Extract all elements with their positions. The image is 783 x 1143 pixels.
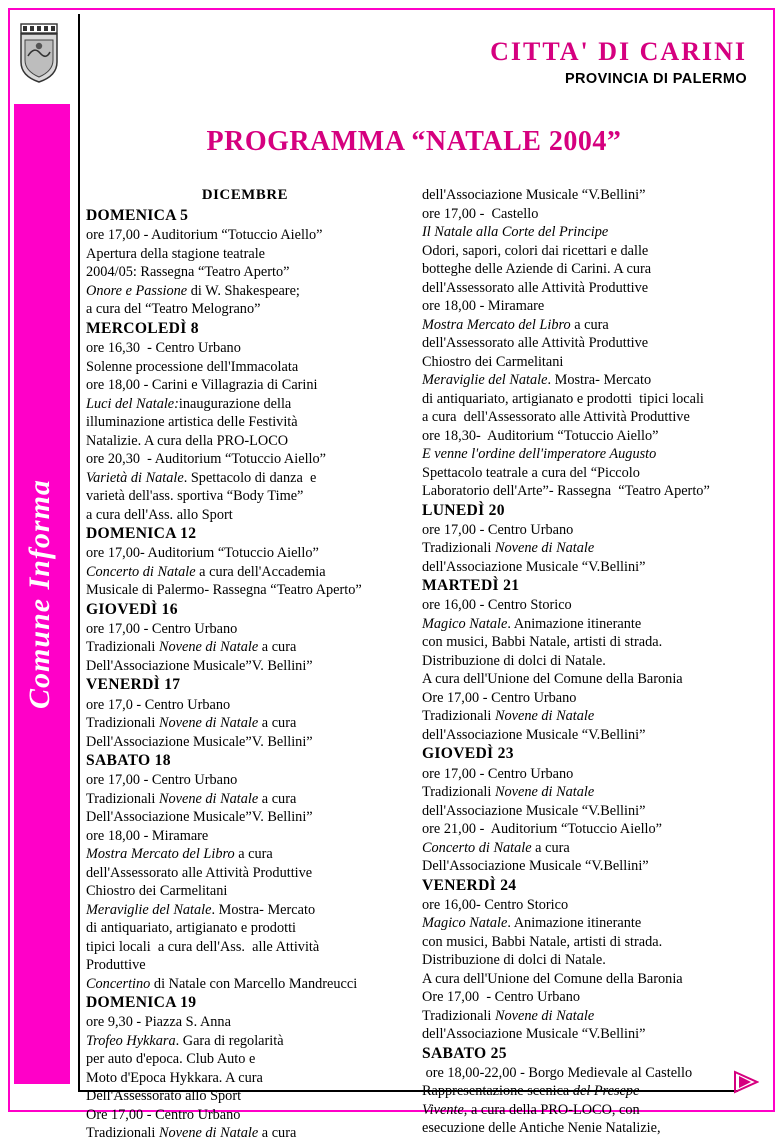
event-line: ore 16,30 - Centro Urbano	[86, 340, 241, 357]
event-line: a cura dell'Assessorato alle Attività Produttive	[422, 409, 690, 425]
event-line-italic: Novene di Natale	[158, 715, 259, 732]
event-line-text: a cura	[258, 639, 297, 656]
event-block	[86, 675, 404, 751]
event-block	[86, 524, 404, 600]
event-line: ore 18,00 - Miramare	[422, 298, 545, 314]
event-line	[422, 1101, 740, 1120]
program-body	[86, 186, 740, 1143]
event-line-italic: Magico Natale	[422, 615, 508, 632]
event-line: ore 17,00 - Auditorium “Totuccio Aiello”	[86, 227, 323, 244]
event-line: con musici, Babbi Natale, artisti di strada.	[422, 634, 663, 651]
event-line	[86, 901, 404, 920]
event-line-text: Tradizionali	[422, 1007, 495, 1024]
event-line: A cura dell'Unione del Comune della Baronia	[422, 671, 683, 688]
event-block	[86, 993, 404, 1143]
right-events	[422, 186, 740, 1138]
event-line: di antiquariato, artigianato e prodotti	[86, 920, 297, 937]
event-line: Chiostro dei Carmelitani	[422, 353, 564, 370]
event-line: Natalizie. A cura della PRO-LOCO	[86, 432, 289, 449]
event-line-italic: Varietà di Natale	[86, 469, 184, 486]
right-column	[422, 186, 740, 1143]
event-line-italic: Meraviglie del Natale	[422, 372, 548, 388]
event-line-text: a cura	[258, 1125, 297, 1142]
event-line	[422, 316, 740, 335]
event-line: ore 18,30- Auditorium “Totuccio Aiello”	[422, 427, 659, 444]
event-line-italic: Trofeo Hykkara	[86, 1032, 176, 1049]
event-line-text: . Gara di regolarità	[175, 1032, 284, 1049]
event-line: tipici locali a cura dell'Ass. alle Attività	[86, 938, 320, 955]
event-line: ore 18,00 - Miramare	[86, 827, 209, 844]
event-line-italic: Concertino	[86, 975, 151, 992]
event-line-italic: Novene di Natale	[494, 784, 595, 801]
event-line	[422, 223, 740, 242]
province-subtitle: PROVINCIA DI PALERMO	[564, 70, 747, 87]
event-line	[86, 638, 404, 657]
event-line-italic: Mostra Mercato del Libro	[86, 846, 235, 863]
event-line: Chiostro dei Carmelitani	[86, 883, 228, 900]
event-day-heading: GIOVEDÌ 23	[422, 745, 514, 763]
event-line-text: . Mostra- Mercato	[547, 372, 652, 388]
event-line: Distribuzione di dolci di Natale.	[422, 652, 606, 669]
event-line-text: Tradizionali	[86, 639, 159, 656]
event-line: dell'Associazione Musicale “V.Bellini”	[422, 1026, 646, 1043]
event-day-heading: MERCOLEDÌ 8	[86, 319, 199, 337]
event-line	[422, 371, 740, 390]
event-line: illuminazione artistica delle Festività	[86, 414, 298, 431]
left-events	[86, 206, 404, 1143]
event-line: per auto d'epoca. Club Auto e	[86, 1051, 256, 1068]
event-line	[86, 790, 404, 809]
event-block	[422, 576, 740, 744]
event-line: ore 18,00-22,00 - Borgo Medievale al Castello	[422, 1064, 693, 1081]
event-line-italic: del Presepe	[572, 1083, 640, 1100]
event-line: dell'Assessorato alle Attività Produttive	[422, 279, 649, 296]
event-line-italic: Novene di Natale	[158, 790, 259, 807]
event-line	[422, 707, 740, 726]
event-line-text: Tradizionali	[422, 708, 495, 725]
event-line-text: Tradizionali	[422, 540, 495, 557]
event-line: dell'Associazione Musicale “V.Bellini”	[422, 187, 646, 203]
event-line: a cura dell'Ass. allo Sport	[86, 506, 233, 523]
event-line: ore 16,00 - Centro Storico	[422, 597, 572, 614]
event-line	[86, 845, 404, 864]
event-line: Ore 17,00 - Centro Urbano	[422, 989, 581, 1006]
event-line: Distribuzione di dolci di Natale.	[422, 952, 606, 969]
event-line: ore 17,00 - Centro Urbano	[86, 620, 238, 637]
event-line: a cura del “Teatro Melograno”	[86, 301, 261, 318]
event-block	[422, 876, 740, 1044]
event-day-heading: SABATO 18	[86, 752, 171, 770]
event-line	[86, 282, 404, 301]
event-line-text: a cura	[531, 839, 570, 856]
event-block	[86, 319, 404, 524]
event-line-text: Tradizionali	[86, 1125, 159, 1142]
event-line	[422, 1007, 740, 1026]
event-line	[86, 563, 404, 582]
event-line-text: di Natale con Marcello Mandreucci	[150, 975, 358, 992]
event-line: Solenne processione dell'Immacolata	[86, 358, 299, 375]
event-line: Dell'Associazione Musicale”V. Bellini”	[86, 733, 313, 750]
event-line: ore 21,00 - Auditorium “Totuccio Aiello”	[422, 821, 663, 838]
event-line-italic: Novene di Natale	[494, 540, 595, 557]
event-line: Produttive	[86, 957, 146, 974]
event-line-text: a cura	[258, 790, 297, 807]
event-line-italic: Onore e Passione	[86, 282, 188, 299]
event-line-italic: Magico Natale	[422, 915, 508, 932]
event-block	[422, 1044, 740, 1138]
event-line	[86, 469, 404, 488]
event-line: Moto d'Epoca Hykkara. A cura	[86, 1069, 263, 1086]
event-line-italic: Luci del Natale:	[86, 395, 179, 412]
event-line: ore 17,0 - Centro Urbano	[86, 696, 231, 713]
event-day-heading: DOMENICA 19	[86, 994, 197, 1012]
event-line-text: Tradizionali	[422, 784, 495, 801]
event-line	[422, 914, 740, 933]
event-day-heading: LUNEDÌ 20	[422, 501, 505, 519]
event-day-heading: VENERDÌ 24	[422, 876, 517, 894]
event-day-heading: DOMENICA 5	[86, 207, 189, 225]
event-line-italic: Vivente,	[422, 1101, 468, 1118]
city-title: CITTA' DI CARINI	[490, 37, 747, 66]
event-line	[422, 445, 740, 464]
event-day-heading: VENERDÌ 17	[86, 676, 181, 694]
event-line: ore 17,00 - Centro Urbano	[86, 772, 238, 789]
event-line: 2004/05: Rassegna “Teatro Aperto”	[86, 264, 290, 281]
event-line-text: a cura della PRO-LOCO, con	[467, 1101, 640, 1118]
event-block	[86, 600, 404, 676]
event-line-text: . Spettacolo di danza e	[183, 469, 317, 486]
event-line: ore 17,00 - Castello	[422, 205, 539, 222]
event-line: esecuzione delle Antiche Nenie Natalizie,	[422, 1120, 661, 1137]
event-line-italic: Concerto di Natale	[422, 839, 532, 856]
event-line: ore 16,00- Centro Storico	[422, 896, 569, 913]
left-column	[86, 186, 404, 1143]
event-line	[422, 615, 740, 634]
event-line-text: Tradizionali	[86, 790, 159, 807]
event-line-text: Rappresentazione scenica	[422, 1083, 573, 1100]
event-line: ore 17,00 - Centro Urbano	[422, 521, 574, 538]
event-line-italic: Novene di Natale	[158, 639, 259, 656]
event-line-italic: Meraviglie del Natale	[86, 901, 212, 918]
event-day-heading: GIOVEDÌ 16	[86, 600, 178, 618]
event-line	[86, 1032, 404, 1051]
event-line: Dell'Associazione Musicale”V. Bellini”	[86, 809, 313, 826]
event-line-text: Tradizionali	[86, 715, 159, 732]
event-line-text: . Mostra- Mercato	[211, 901, 316, 918]
event-day-heading: SABATO 25	[422, 1044, 507, 1062]
event-line-text: . Animazione itinerante	[507, 915, 642, 932]
event-block	[86, 751, 404, 993]
event-line: Spettacolo teatrale a cura del “Piccolo	[422, 464, 640, 481]
event-line: A cura dell'Unione del Comune della Baronia	[422, 970, 683, 987]
event-line	[86, 1124, 404, 1143]
event-line: Laboratorio dell'Arte”- Rassegna “Teatro Aperto”	[422, 483, 710, 499]
event-line: Dell'Associazione Musicale “V.Bellini”	[422, 858, 649, 875]
event-line: dell'Assessorato alle Attività Produttive	[422, 335, 649, 351]
event-line-italic: Il Natale alla Corte del Principe	[422, 224, 609, 240]
event-line	[86, 714, 404, 733]
event-line-italic: Novene di Natale	[158, 1125, 259, 1142]
side-band-label: Comune Informa	[23, 479, 56, 709]
event-line: dell'Associazione Musicale “V.Bellini”	[422, 726, 646, 743]
event-line: dell'Assessorato alle Attività Produttive	[86, 864, 313, 881]
event-block	[422, 501, 740, 577]
event-block	[422, 186, 740, 501]
event-line	[86, 395, 404, 414]
event-line: ore 17,00 - Centro Urbano	[422, 765, 574, 782]
event-line: varietà dell'ass. sportiva “Body Time”	[86, 488, 304, 505]
event-line: Dell'Associazione Musicale”V. Bellini”	[86, 657, 313, 674]
event-line: dell'Associazione Musicale “V.Bellini”	[422, 558, 646, 575]
event-line-italic: Concerto di Natale	[86, 563, 196, 580]
month-heading: DICEMBRE	[201, 187, 289, 203]
event-line-italic: Novene di Natale	[494, 1007, 595, 1024]
event-line: ore 9,30 - Piazza S. Anna	[86, 1014, 231, 1031]
vertical-divider	[78, 14, 80, 1092]
document-header	[490, 38, 747, 87]
event-line: Ore 17,00 - Centro Urbano	[86, 1106, 241, 1123]
event-line-text: di W. Shakespeare;	[187, 282, 300, 299]
event-line: Ore 17,00 - Centro Urbano	[422, 689, 577, 706]
event-line-text: a cura dell'Accademia	[195, 563, 326, 580]
event-line-italic: Novene di Natale	[494, 708, 595, 725]
event-line: con musici, Babbi Natale, artisti di strada.	[422, 933, 663, 950]
side-band	[14, 104, 70, 1084]
triangle-marker-icon	[733, 1070, 759, 1094]
event-line: ore 18,00 - Carini e Villagrazia di Carini	[86, 377, 318, 394]
event-line-text: a cura	[234, 846, 273, 863]
event-line	[422, 1082, 740, 1101]
event-block	[422, 744, 740, 875]
event-line-text: a cura	[258, 715, 297, 732]
event-line-italic: E venne l'ordine dell'imperatore Augusto	[422, 446, 657, 462]
event-line: Musicale di Palermo- Rassegna “Teatro Aperto”	[86, 582, 362, 599]
event-line	[86, 975, 404, 994]
event-line: Apertura della stagione teatrale	[86, 245, 266, 262]
event-line	[422, 539, 740, 558]
event-line: ore 17,00- Auditorium “Totuccio Aiello”	[86, 545, 319, 562]
event-line	[422, 839, 740, 858]
event-line: Dell'Assessorato allo Sport	[86, 1088, 242, 1105]
event-line: botteghe delle Aziende di Carini. A cura	[422, 261, 652, 277]
event-line: Odori, sapori, colori dai ricettari e dalle	[422, 242, 649, 259]
event-line: di antiquariato, artigianato e prodotti tipici locali	[422, 390, 704, 407]
event-line: dell'Associazione Musicale “V.Bellini”	[422, 802, 646, 819]
event-line-text: a cura	[570, 316, 609, 333]
event-line	[422, 783, 740, 802]
event-line-italic: Mostra Mercato del Libro	[422, 316, 571, 333]
event-block	[86, 206, 404, 319]
event-day-heading: MARTEDÌ 21	[422, 577, 520, 595]
event-line-text: inaugurazione della	[178, 395, 292, 412]
event-line: ore 20,30 - Auditorium “Totuccio Aiello”	[86, 451, 327, 468]
coat-of-arms-icon	[16, 22, 62, 84]
event-line-text: . Animazione itinerante	[507, 615, 642, 632]
page-title: PROGRAMMA “NATALE 2004”	[206, 126, 622, 157]
event-day-heading: DOMENICA 12	[86, 525, 197, 543]
